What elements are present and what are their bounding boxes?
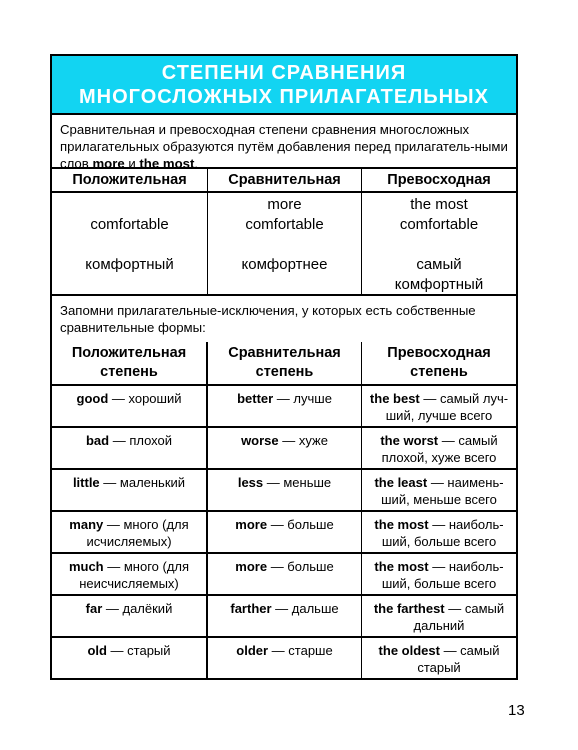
exceptions-header-positive	[52, 342, 208, 384]
comparative-cell	[208, 638, 362, 680]
positive-cell	[52, 638, 208, 680]
positive-cell	[52, 554, 208, 594]
comparative-cell	[208, 386, 362, 426]
comparative-english-1: more	[267, 196, 302, 213]
superlative-translation: — самый плохой, хуже всего	[381, 433, 498, 465]
superlative-translation: — наиболь-ший, больше всего	[381, 517, 504, 549]
positive-word: far	[85, 601, 103, 616]
header-comparative: Сравнительная	[208, 169, 362, 191]
comparison-card	[50, 54, 518, 680]
superlative-translation: — самый луч-ший, лучше всего	[385, 391, 509, 423]
title-line-1: СТЕПЕНИ СРАВНЕНИЯ	[161, 61, 407, 84]
superlative-word: the most	[374, 517, 429, 532]
table-row	[52, 512, 516, 554]
title-line-2: МНОГОСЛОЖНЫХ ПРИЛАГАТЕЛЬНЫХ	[79, 85, 489, 108]
superlative-cell	[362, 470, 516, 510]
comparative-word: more	[235, 517, 268, 532]
header-line: Превосходная	[387, 345, 491, 361]
positive-translation: — маленький	[99, 475, 186, 490]
header-line: степень	[100, 364, 158, 380]
page-number: 13	[508, 702, 525, 719]
exceptions-note: Запомни прилагательные-исключения, у которых есть собственные сравнительные формы:	[60, 303, 476, 335]
intro-word-more: more	[92, 156, 125, 171]
positive-word: many	[69, 517, 104, 532]
comparative-word: older	[236, 643, 269, 658]
superlative-russian-2: комфортный	[394, 276, 484, 293]
header-positive: Положительная	[52, 169, 208, 191]
positive-cell	[52, 512, 208, 552]
superlative-cell	[362, 428, 516, 468]
superlative-translation: — самый дальний	[413, 601, 505, 633]
title-banner	[52, 56, 516, 115]
intro-word-most: the most	[139, 156, 195, 171]
table-row	[52, 386, 516, 428]
table-row	[52, 428, 516, 470]
intro-paragraph	[52, 115, 516, 169]
header-line: степень	[255, 364, 314, 380]
superlative-word: the best	[369, 391, 420, 406]
exceptions-header-row	[52, 342, 516, 386]
superlative-translation: — наиболь-ший, больше всего	[381, 559, 504, 591]
positive-word: much	[68, 559, 104, 574]
comparative-translation: — больше	[267, 559, 334, 574]
table-row	[52, 554, 516, 596]
exceptions-header-superlative	[362, 342, 516, 384]
exceptions-header-comparative	[208, 342, 362, 384]
comparative-translation: — лучше	[273, 391, 332, 406]
comparative-cell	[208, 512, 362, 552]
comparative-translation: — старше	[268, 643, 333, 658]
superlative-word: the oldest	[378, 643, 440, 658]
superlative-russian-1: самый	[416, 256, 462, 273]
superlative-translation: — самый старый	[417, 643, 500, 675]
comparative-english-2: comfortable	[245, 216, 324, 233]
positive-cell	[52, 386, 208, 426]
comparative-cell	[208, 470, 362, 510]
positive-translation: — много (для исчисляемых)	[86, 517, 189, 549]
comparative-russian: комфортнее	[241, 256, 328, 273]
comparative-word: worse	[241, 433, 279, 448]
header-line: Положительная	[71, 345, 187, 361]
table-row	[52, 638, 516, 680]
positive-cell	[52, 596, 208, 636]
comparative-translation: — меньше	[263, 475, 332, 490]
positive-word: bad	[85, 433, 110, 448]
positive-russian: комфортный	[85, 256, 174, 273]
positive-word: good	[76, 391, 109, 406]
example-positive-cell	[52, 193, 208, 294]
superlative-cell	[362, 554, 516, 594]
superlative-english-2: comfortable	[399, 216, 479, 233]
positive-translation: — старый	[106, 643, 171, 658]
intro-end: .	[194, 156, 199, 171]
exceptions-table-body	[52, 386, 516, 680]
positive-translation: — много (для неисчисляемых)	[79, 559, 190, 591]
superlative-cell	[362, 596, 516, 636]
positive-word: old	[87, 643, 107, 658]
positive-translation: — хороший	[108, 391, 182, 406]
comparative-translation: — хуже	[278, 433, 328, 448]
degrees-header-row	[52, 169, 516, 193]
comparative-cell	[208, 428, 362, 468]
header-line: степень	[410, 364, 468, 380]
positive-english: comfortable	[90, 216, 169, 233]
intro-and: и	[124, 156, 140, 171]
example-superlative-cell	[362, 193, 516, 294]
positive-translation: — плохой	[109, 433, 173, 448]
table-row	[52, 470, 516, 512]
superlative-translation: — наимень-ший, меньше всего	[381, 475, 504, 507]
comparative-word: better	[237, 391, 274, 406]
comparative-word: more	[235, 559, 268, 574]
positive-word: little	[72, 475, 100, 490]
superlative-word: the worst	[380, 433, 439, 448]
positive-cell	[52, 470, 208, 510]
superlative-word: the least	[374, 475, 428, 490]
comparative-word: farther	[230, 601, 272, 616]
superlative-cell	[362, 386, 516, 426]
positive-cell	[52, 428, 208, 468]
header-line: Сравнительная	[228, 345, 341, 361]
superlative-word: the farthest	[373, 601, 445, 616]
example-comparative-cell	[208, 193, 362, 294]
intro-text: Сравнительная и превосходная степени сравнения многосложных прилагательных образуются путём добавления перед прилагатель-ными слов	[60, 122, 508, 171]
comparative-cell	[208, 554, 362, 594]
superlative-word: the most	[374, 559, 429, 574]
positive-translation: — далёкий	[102, 601, 173, 616]
superlative-english-1: the most	[410, 196, 468, 213]
superlative-cell	[362, 512, 516, 552]
comfortable-example-row	[52, 193, 516, 296]
comparative-cell	[208, 596, 362, 636]
comparative-translation: — больше	[267, 517, 334, 532]
header-superlative: Превосходная	[387, 172, 491, 188]
comparative-translation: — дальше	[271, 601, 339, 616]
table-row	[52, 596, 516, 638]
comparative-word: less	[237, 475, 264, 490]
superlative-cell	[362, 638, 516, 680]
